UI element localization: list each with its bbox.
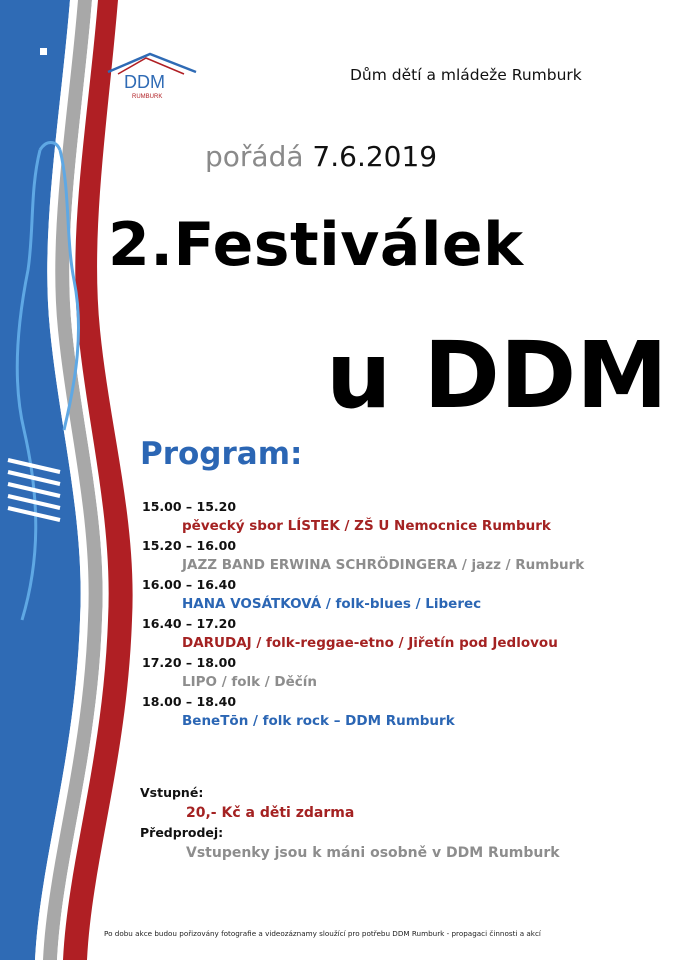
schedule-slot [142,576,662,615]
slot-time: 15.00 – 15.20 [142,499,237,514]
admission-price: 20,- Kč a děti zdarma [186,805,355,821]
slot-act: JAZZ BAND ERWINA SCHRÖDINGERA / jazz / Rumburk [182,557,585,573]
program-schedule [142,498,662,732]
slot-act: BeneTōn / folk rock – DDM Rumburk [182,713,455,729]
schedule-slot [142,498,662,537]
event-date: 7.6.2019 [312,140,438,173]
slot-time: 18.00 – 18.40 [142,694,237,709]
admission-label: Vstupné: [140,785,204,800]
schedule-slot [142,654,662,693]
svg-text:RUMBURK: RUMBURK [132,94,163,100]
slot-time: 16.40 – 17.20 [142,616,237,631]
schedule-slot [142,537,662,576]
slot-act: LIPO / folk / Děčín [182,674,318,690]
admission-info [140,784,560,864]
announcement-verb: pořádá [205,140,304,173]
footer-note: Po dobu akce budou pořizovány fotografie a videozáznamy sloužící pro potřebu DDM Rumburk - propagaci činnosti a akcí [104,929,541,938]
svg-text:DDM: DDM [124,72,165,92]
event-title-line2: u DDM [326,322,668,429]
ddm-logo [104,50,200,102]
slot-time: 17.20 – 18.00 [142,655,237,670]
decorative-stripes [0,0,163,960]
presale-info: Vstupenky jsou k máni osobně v DDM Rumburk [186,845,560,861]
event-title-line1: 2.Festiválek [108,210,524,280]
organizer-name: Dům dětí a mládeže Rumburk [350,66,582,84]
slot-act: pěvecký sbor LÍSTEK / ZŠ U Nemocnice Rumburk [182,518,551,534]
schedule-slot [142,615,662,654]
schedule-slot [142,693,662,732]
slot-act: HANA VOSÁTKOVÁ / folk-blues / Liberec [182,596,482,612]
presale-label: Předprodej: [140,825,224,840]
slot-time: 16.00 – 16.40 [142,577,237,592]
program-heading: Program: [140,436,303,472]
slot-time: 15.20 – 16.00 [142,538,237,553]
slot-act: DARUDAJ / folk-reggae-etno / Jiřetín pod Jedlovou [182,635,558,651]
announcement-line [205,140,437,174]
